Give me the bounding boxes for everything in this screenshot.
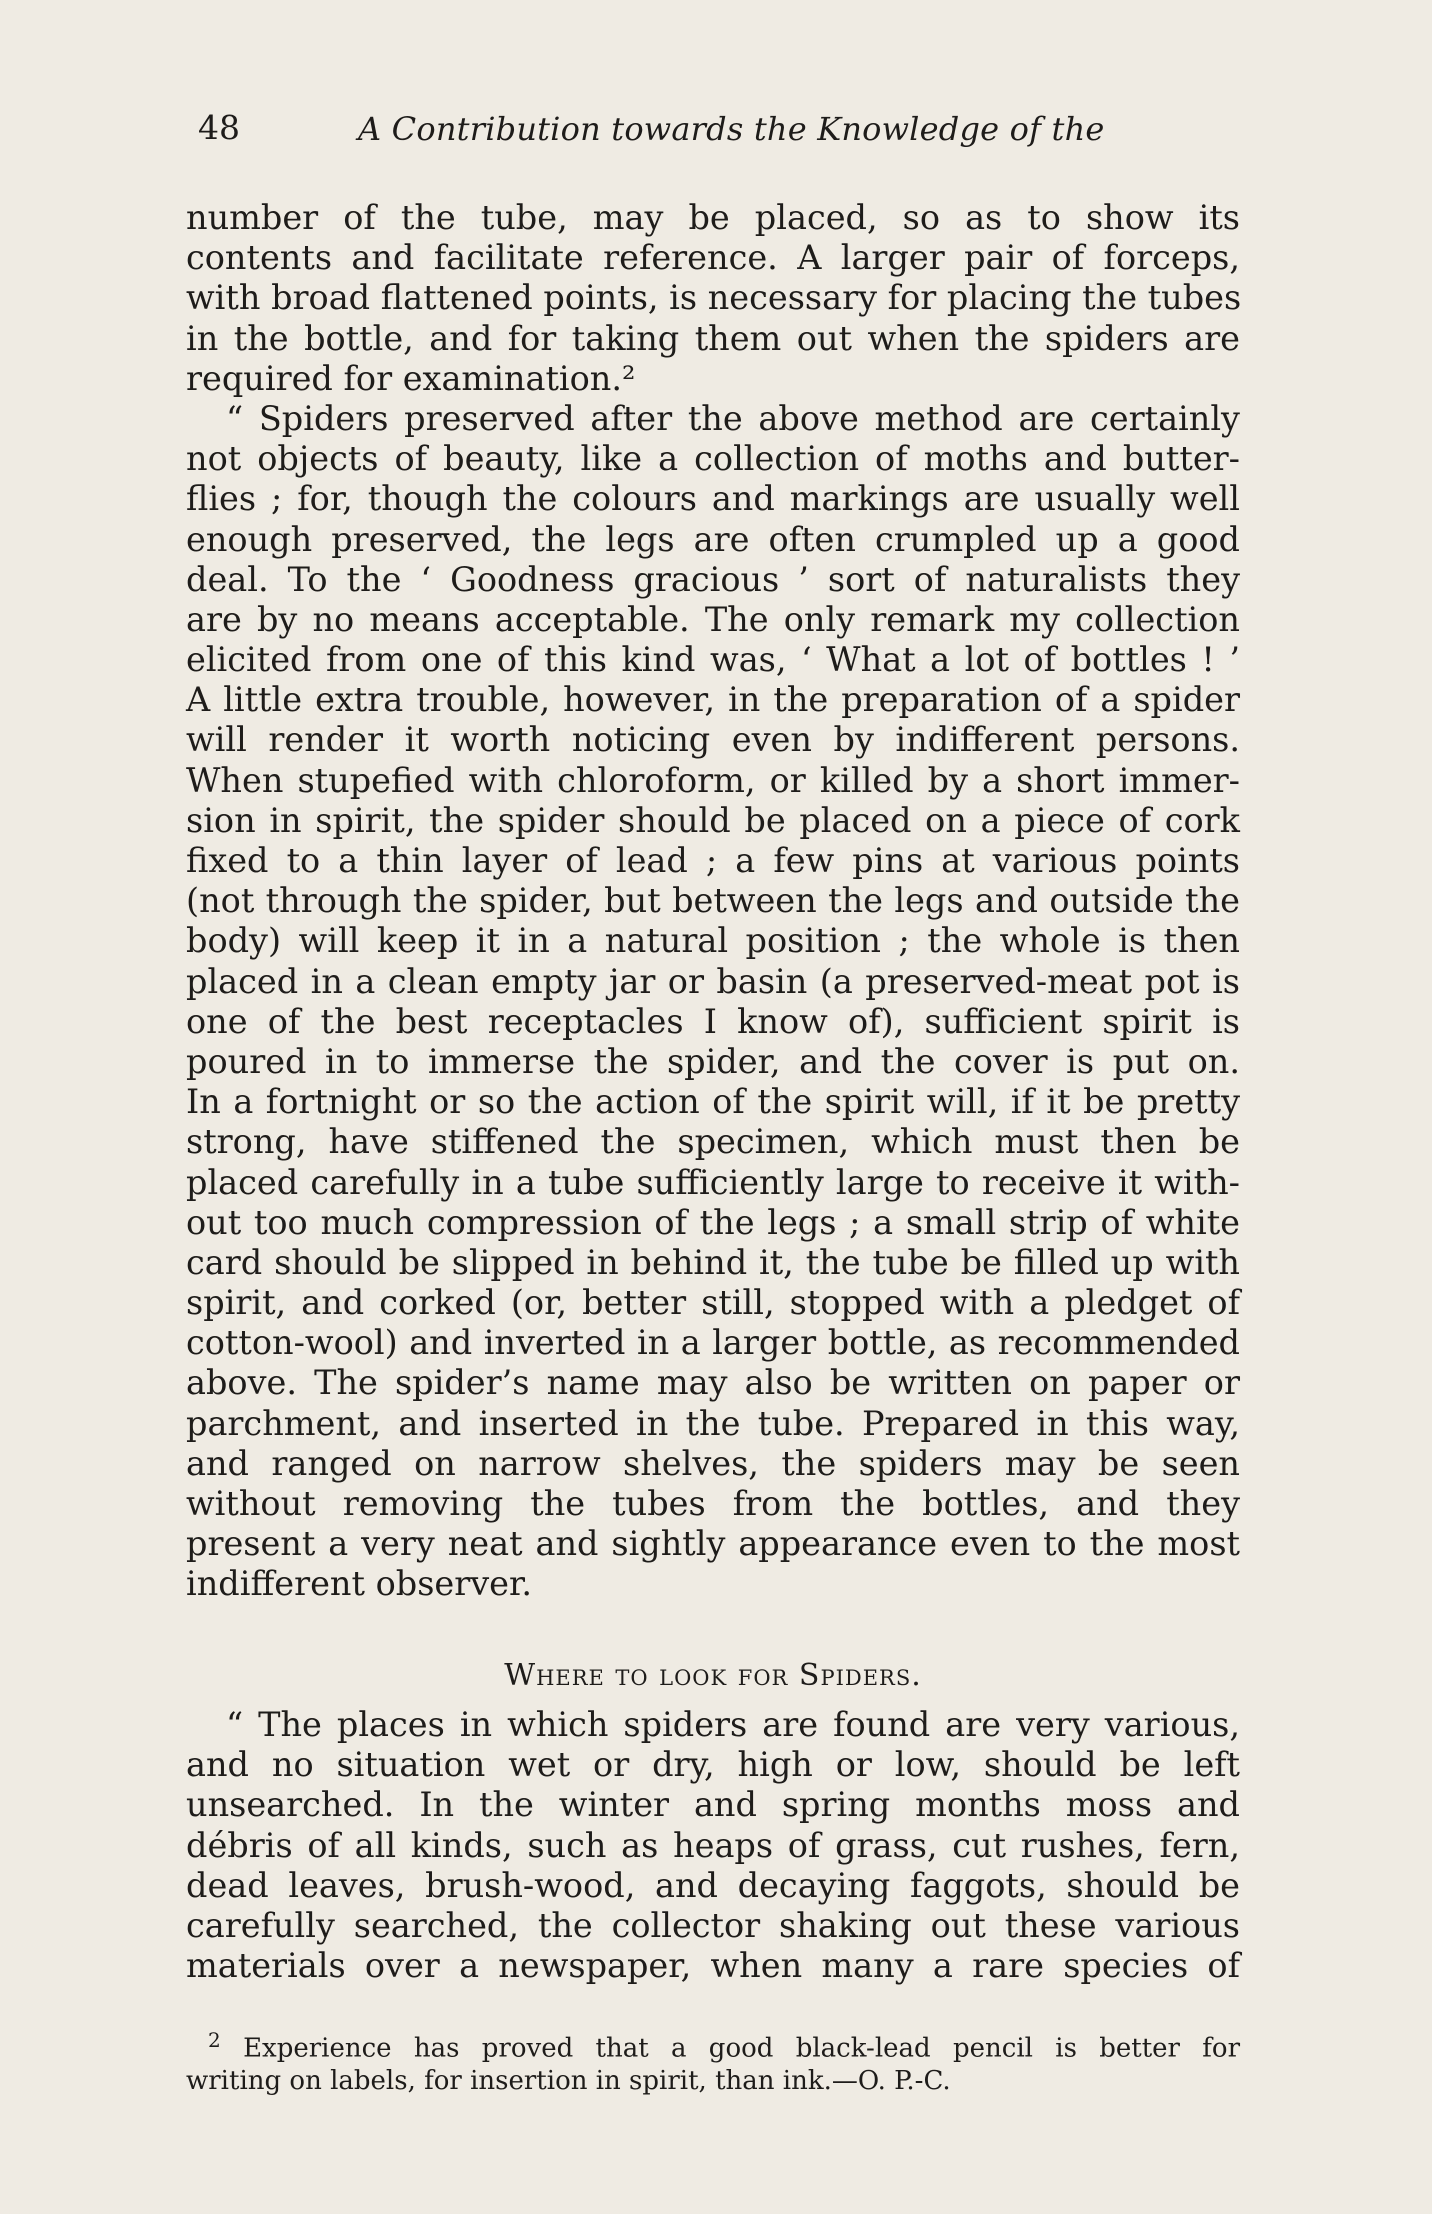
text-line: and ranged on narrow shelves, the spiders may be seen (186, 1443, 1240, 1483)
text-line: not objects of beauty, like a collection of moths and butter- (186, 439, 1240, 479)
page-number: 48 (198, 108, 240, 147)
text-line: enough preserved, the legs are often crumpled up a good (186, 519, 1240, 559)
text-line: strong, have stiffened the specimen, which must then be (186, 1122, 1240, 1162)
text-line: “ The places in which spiders are found are very various, (226, 1705, 1240, 1744)
text-line: unsearched. In the winter and spring months moss and (186, 1785, 1240, 1825)
body-paragraphs (186, 198, 1240, 1605)
text-line: In a fortnight or so the action of the spirit will, if it be pretty (186, 1082, 1240, 1122)
text-line: dead leaves, brush-wood, and decaying faggots, should be (186, 1865, 1240, 1905)
text-line: with broad flattened points, is necessary for placing the tubes (186, 278, 1242, 318)
text-line: cotton-wool) and inverted in a larger bottle, as recommended (186, 1323, 1240, 1363)
text-line: out too much compression of the legs ; a small strip of white (186, 1202, 1240, 1242)
text-line: parchment, and inserted in the tube. Prepared in this way, (186, 1403, 1240, 1443)
text-line: one of the best receptacles I know of), sufficient spirit is (186, 1001, 1240, 1041)
text-line: body) will keep it in a natural position ; the whole is then (186, 921, 1240, 961)
text-line: indifferent observer. (186, 1564, 532, 1604)
footnote-line: writing on labels, for insertion in spirit, than ink.—O. P.-C. (186, 2065, 951, 2096)
text-line: A little extra trouble, however, in the preparation of a spider (186, 680, 1240, 720)
text-line: sion in spirit, the spider should be placed on a piece of cork (186, 800, 1240, 840)
footnote-text: Experience has proved that a good black-lead pencil is better for (243, 2033, 1240, 2064)
text-line: placed carefully in a tube sufficiently large to receive it with- (186, 1162, 1240, 1202)
text-line: When stupefied with chloroform, or killed by a short immer- (186, 760, 1240, 800)
text-line: carefully searched, the collector shaking out these various (186, 1905, 1240, 1945)
text-line: without removing the tubes from the bottles, and they (186, 1484, 1240, 1523)
running-head (198, 108, 1238, 158)
text-line: spirit, and corked (or, better still, stopped with a pledget of (186, 1283, 1240, 1323)
text-line: are by no means acceptable. The only remark my collection (186, 599, 1240, 639)
section-heading: Where to look for Spiders. (504, 1658, 922, 1693)
text-line: placed in a clean empty jar or basin (a preserved-meat pot is (186, 961, 1240, 1001)
text-line: in the bottle, and for taking them out when the spiders are (186, 318, 1240, 358)
footnote (186, 2024, 1240, 2097)
footnote-marker: 2 (208, 2028, 221, 2052)
text-line: number of the tube, may be placed, so as to show its (186, 198, 1240, 237)
text-line: contents and facilitate reference. A larger pair of forceps, (186, 238, 1240, 278)
text-line: card should be slipped in behind it, the tube be filled up with (186, 1242, 1240, 1282)
text-line: and no situation wet or dry, high or low, should be left (186, 1745, 1240, 1785)
text-line: (not through the spider, but between the legs and outside the (186, 881, 1240, 921)
text-line: poured in to immerse the spider, and the cover is put on. (186, 1041, 1240, 1081)
text-line: fixed to a thin layer of lead ; a few pins at various points (186, 841, 1240, 880)
text-line: above. The spider’s name may also be written on paper or (186, 1363, 1240, 1403)
text-line: materials over a newspaper, when many a rare species of (186, 1946, 1240, 1986)
text-line: will render it worth noticing even by indifferent persons. (186, 720, 1240, 760)
text-line: deal. To the ‘ Goodness gracious ’ sort of naturalists they (186, 559, 1240, 599)
text-line: elicited from one of this kind was, ‘ What a lot of bottles ! ’ (186, 640, 1240, 680)
running-title: A Contribution towards the Knowledge of the (358, 110, 1105, 148)
text-line: “ Spiders preserved after the above method are certainly (226, 398, 1240, 438)
text-line: flies ; for, though the colours and markings are usually well (186, 479, 1240, 519)
text-line: débris of all kinds, such as heaps of grass, cut rushes, fern, (186, 1825, 1240, 1865)
section-paragraph (186, 1705, 1240, 1986)
text-line: present a very neat and sightly appearance even to the most (186, 1524, 1240, 1564)
text-line: required for examination.² (186, 358, 636, 398)
footnote-line (186, 2024, 1240, 2065)
